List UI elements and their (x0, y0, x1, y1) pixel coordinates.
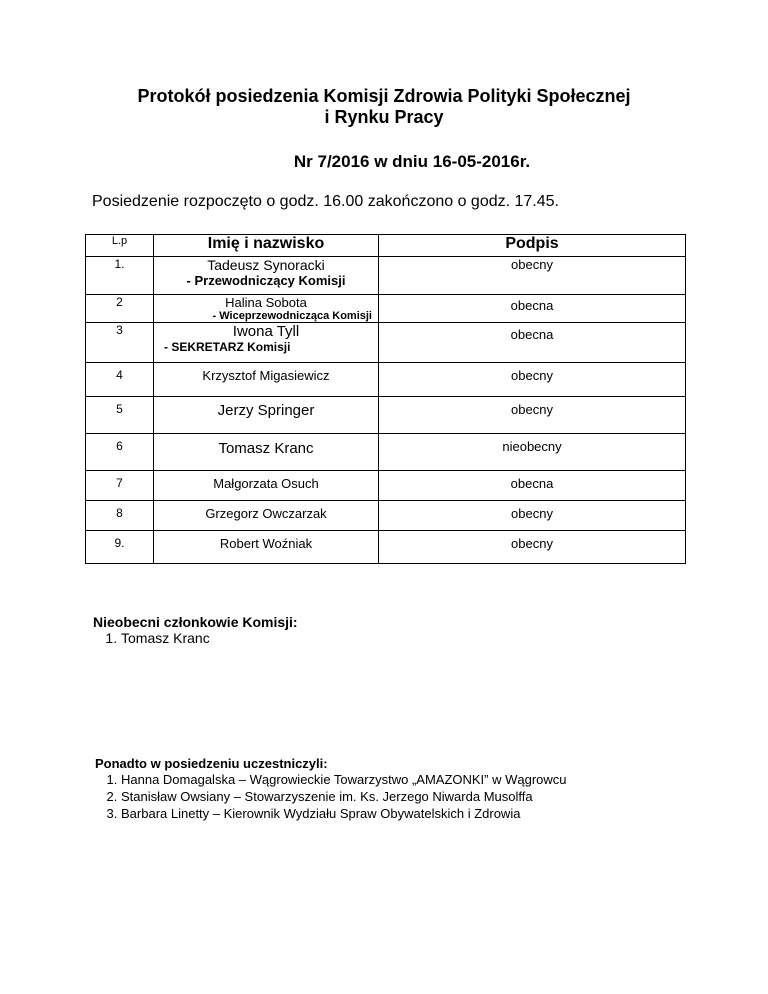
table-header-row (86, 235, 686, 257)
row-status: nieobecny (379, 434, 686, 471)
row-status: obecna (379, 471, 686, 501)
row-role: - Przewodniczący Komisji (186, 273, 346, 288)
header-name: Imię i nazwisko (154, 235, 379, 257)
table-row (86, 257, 686, 295)
row-lp: 8 (86, 501, 154, 531)
row-status: obecny (379, 531, 686, 564)
meeting-time: Posiedzenie rozpoczęto o godz. 16.00 zakończono o godz. 17.45. (92, 193, 559, 210)
row-name: Jerzy Springer (154, 397, 379, 434)
absent-section (93, 614, 298, 647)
table-row (86, 323, 686, 363)
absent-list (93, 630, 298, 647)
list-item: 1. Tomasz Kranc (121, 630, 298, 647)
row-lp: 1. (86, 257, 154, 295)
table-row (86, 397, 686, 434)
row-name: Iwona Tyll (232, 323, 300, 340)
table-row (86, 363, 686, 397)
row-lp: 3 (86, 323, 154, 363)
row-name: Tadeusz Synoracki (207, 257, 325, 273)
row-name: Halina Sobota (225, 295, 307, 310)
table-row (86, 471, 686, 501)
table-row (86, 434, 686, 471)
row-status: obecna (379, 323, 686, 363)
row-status: obecny (379, 397, 686, 434)
table-row (86, 531, 686, 564)
row-status: obecny (379, 257, 686, 295)
participants-section (95, 756, 567, 822)
row-role: - Wiceprzewodnicząca Komisji (212, 310, 372, 322)
row-name: Robert Woźniak (154, 531, 379, 564)
table-row (86, 501, 686, 531)
row-status: obecna (379, 295, 686, 323)
row-name: Tomasz Kranc (154, 434, 379, 471)
row-name: Małgorzata Osuch (154, 471, 379, 501)
list-item: 2. Stanisław Owsiany – Stowarzyszenie im. Ks. Jerzego Niwarda Musolffa (121, 788, 567, 805)
row-name: Krzysztof Migasiewicz (154, 363, 379, 397)
participants-list (95, 771, 567, 822)
participants-heading: Ponadto w posiedzeniu uczestniczyli: (95, 756, 328, 771)
document-title (0, 86, 768, 128)
table-row (86, 295, 686, 323)
attendance-table (85, 234, 686, 564)
row-lp: 5 (86, 397, 154, 434)
header-signature: Podpis (379, 235, 686, 257)
header-lp: L.p (86, 235, 154, 257)
title-line-1: Protokół posiedzenia Komisji Zdrowia Polityki Społecznej (137, 86, 631, 106)
title-line-2: i Rynku Pracy (324, 107, 444, 127)
row-status: obecny (379, 363, 686, 397)
row-status: obecny (379, 501, 686, 531)
row-lp: 4 (86, 363, 154, 397)
row-lp: 9. (86, 531, 154, 564)
row-lp: 6 (86, 434, 154, 471)
absent-heading: Nieobecni członkowie Komisji: (93, 614, 298, 630)
list-item: 1. Hanna Domagalska – Wągrowieckie Towarzystwo „AMAZONKI” w Wągrowcu (121, 771, 567, 788)
list-item: 3. Barbara Linetty – Kierownik Wydziału Spraw Obywatelskich i Zdrowia (121, 805, 567, 822)
row-name: Grzegorz Owczarzak (154, 501, 379, 531)
row-lp: 2 (86, 295, 154, 323)
row-lp: 7 (86, 471, 154, 501)
protocol-number: Nr 7/2016 w dniu 16-05-2016r. (293, 152, 531, 171)
row-role: - SEKRETARZ Komisji (164, 340, 291, 354)
